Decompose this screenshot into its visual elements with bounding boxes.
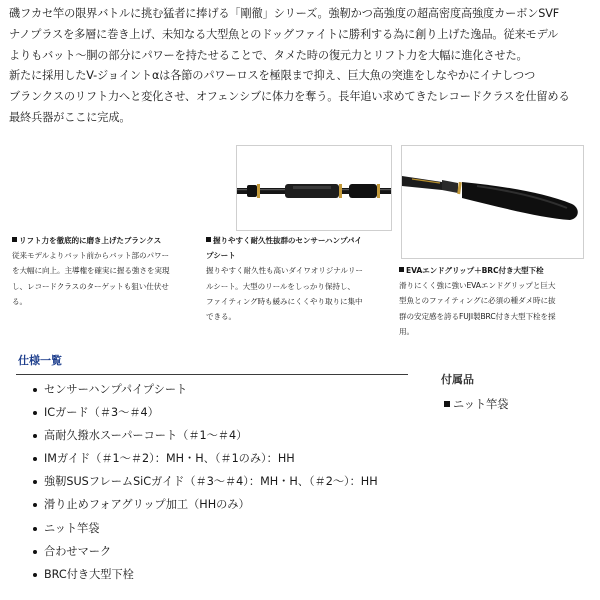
end-grip-rod-image bbox=[402, 146, 583, 258]
accessory-item: ニット竿袋 bbox=[444, 396, 509, 412]
feature-2-line: ファイティング時も緩みにくくやり取りに集中 bbox=[206, 296, 363, 306]
feature-3-heading: EVAエンドグリップ＋BRC付き大型下栓 bbox=[399, 263, 556, 278]
intro-line: 磯フカセ竿の限界バトルに挑む猛者に捧げる「剛徹」シリーズ。強靭かつ高強度の超高密度高強度カーボンSVF bbox=[9, 7, 559, 20]
spec-item: IMガイド（＃1～＃2）：MH・H、（＃1のみ）：HH bbox=[32, 447, 378, 470]
spec-list bbox=[32, 378, 378, 586]
feature-3-line: 群の安定感を誇るFUJI製BRC付き大型下栓を採 bbox=[399, 311, 556, 321]
feature-2-line: ルシート。大型のリールをしっかり保持し、 bbox=[206, 281, 355, 291]
spec-item: BRC付き大型下栓 bbox=[32, 563, 378, 586]
spec-title: 仕様一覧 bbox=[18, 354, 62, 367]
feature-2-heading: 握りやすく耐久性抜群のセンサーハンプパイ bbox=[206, 233, 363, 248]
square-bullet-icon bbox=[206, 237, 211, 242]
spec-item: 高耐久撥水スーパーコート（＃1～＃4） bbox=[32, 424, 378, 447]
feature-1-heading: リフト力を徹底的に磨き上げたブランクス bbox=[12, 233, 169, 248]
spec-divider bbox=[16, 374, 408, 375]
feature-2-line: できる。 bbox=[206, 312, 236, 322]
feature-3-line: 滑りにくく強に強いEVAエンドグリップと巨大 bbox=[399, 281, 556, 291]
reel-seat-photo bbox=[236, 145, 392, 231]
feature-2-caption bbox=[206, 233, 363, 324]
spec-item: ニット竿袋 bbox=[32, 517, 378, 540]
accessories-title: 付属品 bbox=[441, 373, 474, 386]
intro-line: ブランクスのリフト力へと変化させ、オフェンシブに体力を奪う。長年追い求めてきたレコードクラスを仕留める bbox=[9, 90, 570, 104]
intro-line: 新たに採用したV-ジョイントαは各節のパワーロスを極限まで抑え、巨大魚の突進をしなやかにイナしつつ bbox=[9, 69, 536, 83]
feature-3-caption bbox=[399, 263, 556, 339]
spec-item: 滑り止めフォアグリップ加工（HHのみ） bbox=[32, 493, 378, 516]
feature-1-line: を大幅に向上。主導権を確実に握る強さを実現 bbox=[12, 266, 170, 276]
feature-2-heading-cont: プシート bbox=[206, 251, 236, 261]
feature-1-caption bbox=[12, 233, 169, 309]
square-bullet-icon bbox=[12, 237, 17, 242]
reel-seat-rod-image bbox=[237, 146, 391, 230]
spec-item: ICガード（＃3～＃4） bbox=[32, 401, 378, 424]
spec-item: センサーハンプパイプシート bbox=[32, 378, 378, 401]
intro-line: 最終兵器がここに完成。 bbox=[9, 110, 131, 124]
square-bullet-icon bbox=[399, 267, 404, 272]
intro-paragraph bbox=[9, 4, 594, 129]
intro-line: よりもバット～胴の部分にパワーを持たせることで、タメた時の復元力とリフト力を大幅に進化させた。 bbox=[9, 48, 528, 62]
spec-item: 合わせマーク bbox=[32, 540, 378, 563]
intro-line: ナノプラスを多層に巻き上げ、未知なる大型魚とのドッグファイトに勝利する為に創り上げた逸品。従来モデル bbox=[9, 27, 559, 41]
end-grip-photo bbox=[401, 145, 584, 259]
spec-item: 強靭SUSフレームSiCガイド（＃3～＃4）：MH・H、（＃2～）：HH bbox=[32, 470, 378, 493]
feature-2-line: 握りやすく耐久性も高いダイワオリジナルリー bbox=[206, 266, 363, 276]
feature-1-line: し、レコードクラスのターゲットも狙い仕伏せ bbox=[12, 281, 169, 291]
feature-1-line: 従来モデルよりバット前からバット部のパワー bbox=[12, 251, 169, 261]
feature-3-line: 型魚とのファイティングに必須の種ダメ時に抜 bbox=[399, 296, 556, 306]
square-bullet-icon bbox=[444, 401, 450, 407]
feature-1-line: る。 bbox=[12, 296, 27, 306]
feature-3-line: 用。 bbox=[399, 326, 414, 336]
